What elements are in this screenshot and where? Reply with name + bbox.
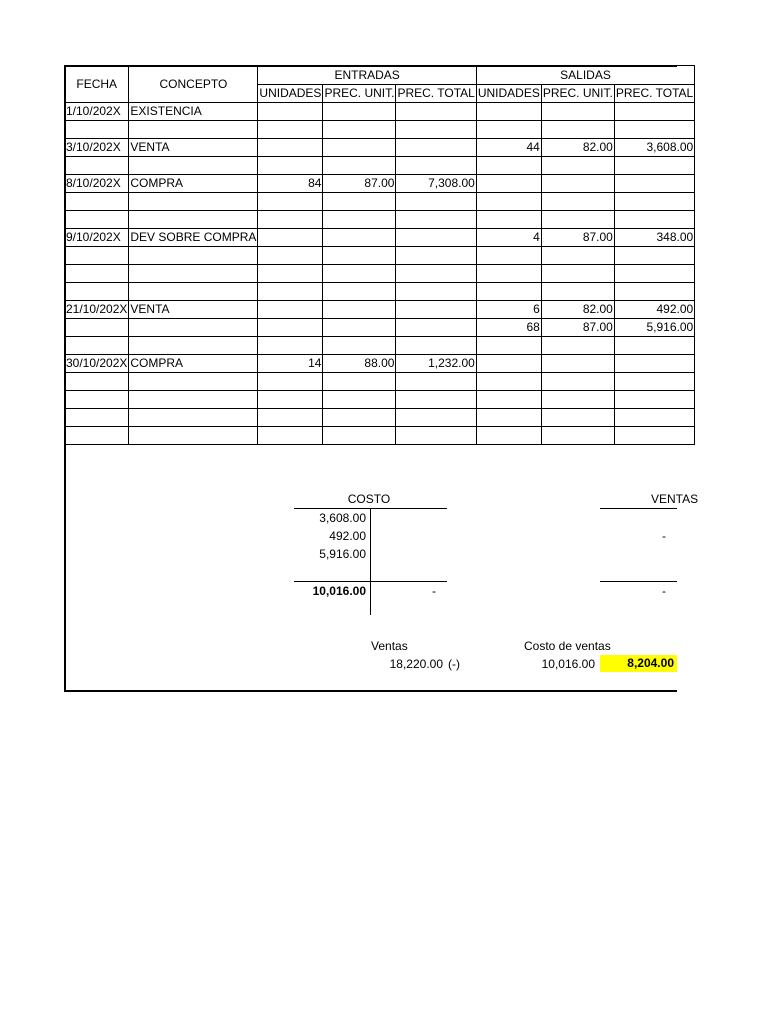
worksheet [64,65,699,692]
cell-sal-prec-total: 348.00 [614,229,694,247]
table-row [65,139,695,157]
cell-sal-prec-total [614,121,694,139]
cell-fecha [65,193,129,211]
cell-sal-prec-unit [541,283,614,301]
cell-concepto [129,409,258,427]
cell-sal-prec-total [614,265,694,283]
cell-fecha [65,427,129,445]
cell-ent-unidades: 14 [258,355,323,373]
cell-ent-prec-total [396,337,476,355]
cell-concepto [129,337,258,355]
cell-fecha: 9/10/202X [65,229,129,247]
cell-ent-unidades [258,211,323,229]
cell-sal-prec-unit [541,193,614,211]
costo-debit-2: 492.00 [329,529,366,543]
summary-costo-label: Costo de ventas [524,639,611,653]
cell-concepto: COMPRA [129,355,258,373]
cell-sal-prec-unit [541,247,614,265]
cell-sal-prec-unit [541,355,614,373]
cell-sal-prec-unit: 82.00 [541,301,614,319]
cell-concepto [129,319,258,337]
table-row [65,373,695,391]
cell-ent-prec-unit [323,247,396,265]
cell-ent-prec-total [396,247,476,265]
cell-sal-prec-total [614,337,694,355]
ventas-top-rule [600,508,677,509]
cell-ent-prec-total [396,265,476,283]
ventas-debit-dash: - [662,529,666,543]
ventas-total-dash: - [662,584,666,598]
cell-fecha: 3/10/202X [65,139,129,157]
table-row [65,265,695,283]
cell-ent-prec-unit [323,373,396,391]
cell-sal-prec-unit: 87.00 [541,319,614,337]
table-row [65,427,695,445]
cell-sal-prec-total [614,211,694,229]
cell-ent-prec-total [396,157,476,175]
cell-sal-prec-total [614,427,694,445]
cell-sal-unidades [476,211,541,229]
costo-debit-3: 5,916.00 [319,547,366,561]
cell-sal-unidades [476,391,541,409]
cell-ent-unidades [258,139,323,157]
table-row [65,283,695,301]
inventory-ledger-table [64,65,695,445]
table-row [65,193,695,211]
cell-ent-unidades [258,229,323,247]
cell-ent-prec-unit [323,157,396,175]
cell-concepto [129,391,258,409]
cell-fecha [65,337,129,355]
cell-sal-prec-total [614,193,694,211]
cell-ent-prec-total [396,103,476,121]
cell-sal-unidades [476,427,541,445]
cell-concepto [129,121,258,139]
cell-ent-prec-total: 7,308.00 [396,175,476,193]
header-salidas-prec-total: PREC. TOTAL [614,85,694,103]
cell-sal-prec-unit [541,121,614,139]
cell-ent-unidades: 84 [258,175,323,193]
cell-sal-unidades [476,121,541,139]
cell-ent-prec-unit [323,319,396,337]
cell-ent-prec-total [396,283,476,301]
cell-ent-prec-unit: 88.00 [323,355,396,373]
header-salidas-prec-unit: PREC. UNIT. [541,85,614,103]
cell-ent-unidades [258,409,323,427]
cell-fecha [65,157,129,175]
cell-sal-unidades: 44 [476,139,541,157]
cell-sal-unidades [476,193,541,211]
header-entradas-unidades: UNIDADES [258,85,323,103]
cell-sal-unidades [476,337,541,355]
cell-sal-prec-unit [541,373,614,391]
cell-sal-prec-unit [541,211,614,229]
cell-sal-unidades [476,265,541,283]
cell-sal-prec-total [614,355,694,373]
cell-sal-prec-unit [541,265,614,283]
cell-sal-prec-unit [541,175,614,193]
cell-concepto [129,193,258,211]
cell-ent-prec-unit [323,193,396,211]
cell-ent-unidades [258,373,323,391]
ventas-title: VENTAS [651,492,699,506]
cell-sal-prec-unit: 87.00 [541,229,614,247]
ventas-total-rule [600,581,677,582]
cell-ent-prec-unit [323,265,396,283]
summary-ventas-label: Ventas [371,639,408,653]
cell-ent-prec-total [396,391,476,409]
cell-fecha: 21/10/202X [65,301,129,319]
summary-result: 8,204.00 [600,655,677,672]
cell-sal-prec-total [614,175,694,193]
cell-sal-unidades [476,247,541,265]
costo-total-rule [294,581,447,582]
cell-fecha: 1/10/202X [65,103,129,121]
cell-sal-prec-unit: 82.00 [541,139,614,157]
cell-concepto: VENTA [129,301,258,319]
cell-ent-prec-total [396,301,476,319]
cell-ent-prec-unit [323,211,396,229]
cell-ent-unidades [258,103,323,121]
cell-sal-prec-total [614,103,694,121]
cell-ent-unidades [258,391,323,409]
table-row [65,391,695,409]
cell-sal-prec-unit [541,409,614,427]
summary-ventas-value: 18,220.00 [389,657,443,671]
cell-sal-prec-unit [541,103,614,121]
cell-fecha [65,247,129,265]
cell-concepto [129,373,258,391]
table-row [65,229,695,247]
cell-concepto [129,157,258,175]
cell-sal-prec-total: 5,916.00 [614,319,694,337]
header-salidas-unidades: UNIDADES [476,85,541,103]
cell-ent-prec-total [396,373,476,391]
cell-fecha [65,409,129,427]
cell-ent-prec-unit: 87.00 [323,175,396,193]
cell-ent-unidades [258,121,323,139]
cell-fecha: 30/10/202X [65,355,129,373]
cell-sal-unidades [476,283,541,301]
header-salidas: SALIDAS [476,66,694,85]
cell-ent-unidades [258,283,323,301]
cell-ent-prec-unit [323,283,396,301]
costo-title: COSTO [347,492,391,506]
cell-ent-prec-unit [323,121,396,139]
cell-sal-unidades [476,103,541,121]
cell-ent-prec-unit [323,229,396,247]
cell-concepto [129,283,258,301]
table-row [65,157,695,175]
cell-concepto [129,211,258,229]
table-row [65,355,695,373]
cell-ent-prec-total: 1,232.00 [396,355,476,373]
cell-sal-prec-total [614,373,694,391]
cell-sal-prec-unit [541,427,614,445]
table-row [65,319,695,337]
cell-fecha [65,283,129,301]
cell-ent-unidades [258,427,323,445]
cell-ent-prec-total [396,121,476,139]
summary-costo-value: 10,016.00 [541,657,595,671]
costo-debit-total: 10,016.00 [312,584,366,598]
cell-ent-prec-total [396,193,476,211]
cell-sal-prec-unit [541,157,614,175]
cell-ent-prec-unit [323,301,396,319]
cell-sal-prec-total: 492.00 [614,301,694,319]
cell-ent-prec-unit [323,391,396,409]
costo-credit-total: - [432,584,436,598]
cell-fecha [65,211,129,229]
cell-ent-unidades [258,157,323,175]
cell-sal-unidades [476,355,541,373]
table-row [65,175,695,193]
table-row [65,301,695,319]
header-fecha: FECHA [65,66,129,103]
cell-sal-prec-total [614,391,694,409]
cell-fecha [65,391,129,409]
cell-ent-prec-unit [323,337,396,355]
header-entradas: ENTRADAS [258,66,476,85]
header-entradas-prec-total: PREC. TOTAL [396,85,476,103]
cell-ent-prec-unit [323,409,396,427]
cell-concepto: EXISTENCIA [129,103,258,121]
summary-operator: (-) [448,657,460,671]
cell-ent-prec-total [396,211,476,229]
cell-sal-unidades: 6 [476,301,541,319]
cell-sal-prec-total [614,409,694,427]
cell-ent-unidades [258,193,323,211]
cell-fecha [65,319,129,337]
table-row [65,337,695,355]
cell-sal-unidades: 68 [476,319,541,337]
cell-fecha: 8/10/202X [65,175,129,193]
costo-vertical-rule [370,508,371,615]
cell-concepto: VENTA [129,139,258,157]
cell-fecha [65,373,129,391]
cell-concepto [129,427,258,445]
table-row [65,247,695,265]
costo-debit-1: 3,608.00 [319,511,366,525]
cell-fecha [65,265,129,283]
table-row [65,211,695,229]
cell-ent-prec-total [396,139,476,157]
header-concepto: CONCEPTO [129,66,258,103]
cell-ent-unidades [258,247,323,265]
cell-sal-unidades: 4 [476,229,541,247]
cell-ent-prec-total [396,319,476,337]
cell-sal-unidades [476,157,541,175]
cell-concepto [129,265,258,283]
cell-sal-unidades [476,409,541,427]
cell-sal-prec-unit [541,391,614,409]
cell-ent-prec-unit [323,103,396,121]
cell-ent-prec-total [396,427,476,445]
cell-concepto [129,247,258,265]
cell-sal-unidades [476,373,541,391]
cell-concepto: COMPRA [129,175,258,193]
cell-ent-unidades [258,301,323,319]
cell-fecha [65,121,129,139]
cell-sal-prec-total [614,157,694,175]
cell-ent-prec-unit [323,427,396,445]
cell-sal-prec-total [614,283,694,301]
cell-ent-unidades [258,319,323,337]
cell-ent-prec-total [396,229,476,247]
cell-sal-unidades [476,175,541,193]
cell-ent-unidades [258,265,323,283]
cell-ent-prec-unit [323,139,396,157]
cell-ent-prec-total [396,409,476,427]
cell-sal-prec-total [614,247,694,265]
table-row [65,121,695,139]
header-entradas-prec-unit: PREC. UNIT. [323,85,396,103]
cell-concepto: DEV SOBRE COMPRA [129,229,258,247]
cell-sal-prec-unit [541,337,614,355]
table-row [65,409,695,427]
cell-sal-prec-total: 3,608.00 [614,139,694,157]
table-row [65,103,695,121]
cell-ent-unidades [258,337,323,355]
